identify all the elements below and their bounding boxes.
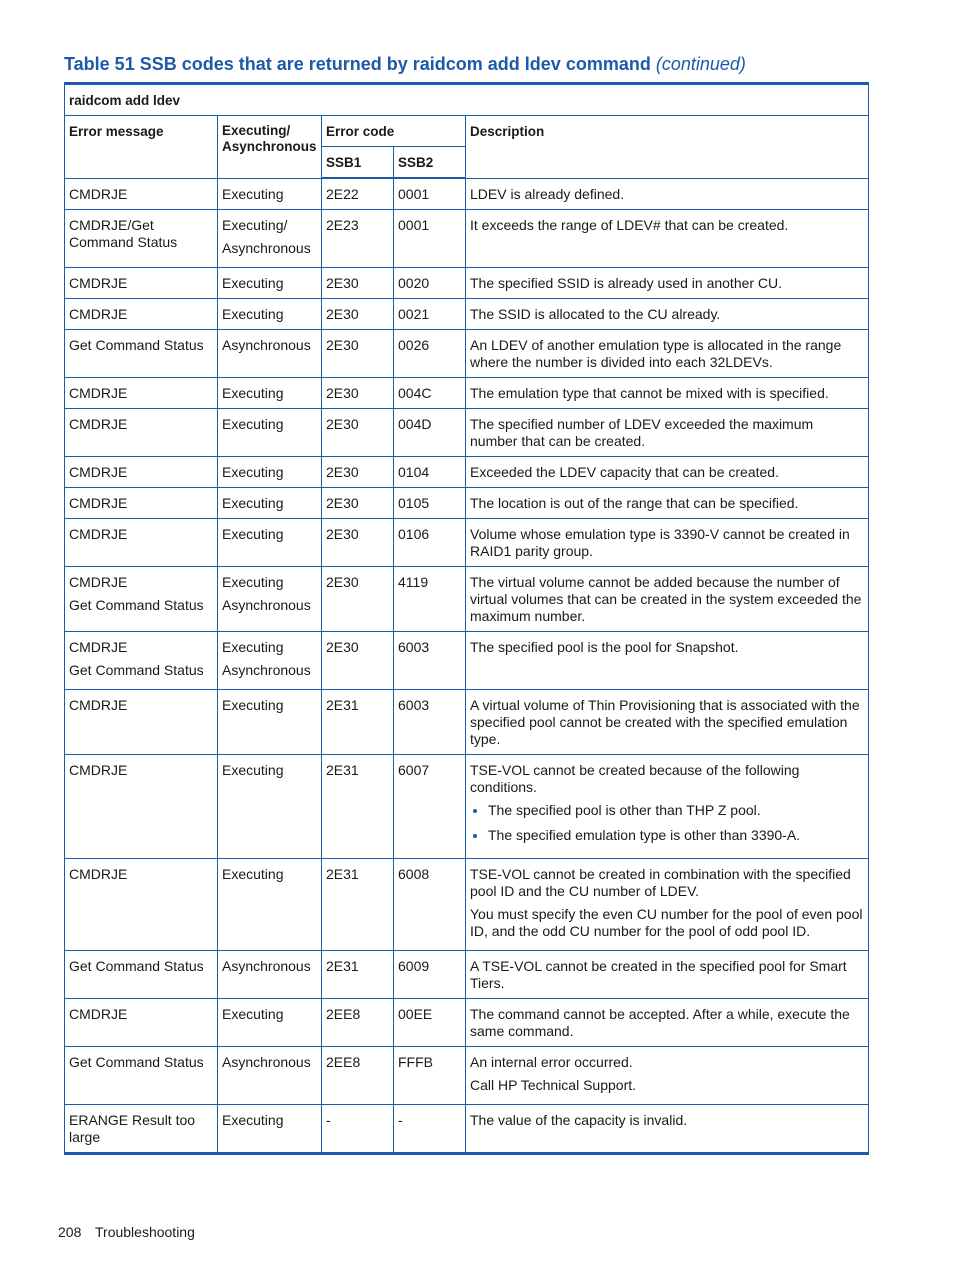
cell-executing xyxy=(218,999,322,1047)
cell-description xyxy=(466,488,869,519)
cell-ssb1: 2E30 xyxy=(322,409,394,457)
cell-ssb1: 2E30 xyxy=(322,299,394,330)
cell-description-line: You must specify the even CU number for the pool of even pool ID, and the odd CU number for the pool of odd pool ID. xyxy=(470,906,863,939)
command-header: raidcom add ldev xyxy=(65,84,869,116)
cell-executing-line: Executing xyxy=(222,639,284,655)
cell-error-message-line: CMDRJE xyxy=(69,416,128,432)
cell-ssb1: 2E30 xyxy=(322,330,394,378)
table-row xyxy=(65,268,869,299)
cell-error-message xyxy=(65,210,218,268)
cell-ssb1: 2E30 xyxy=(322,457,394,488)
cell-executing xyxy=(218,519,322,567)
bullet-list xyxy=(470,802,864,844)
cell-description xyxy=(466,519,869,567)
header-ssb2: SSB2 xyxy=(394,147,466,179)
cell-description-line: A TSE-VOL cannot be created in the specified pool for Smart Tiers. xyxy=(470,958,847,991)
cell-executing xyxy=(218,378,322,409)
cell-executing xyxy=(218,210,322,268)
cell-ssb2: 0001 xyxy=(394,178,466,210)
cell-ssb1: 2E22 xyxy=(322,178,394,210)
cell-description xyxy=(466,178,869,210)
cell-ssb1: 2E30 xyxy=(322,378,394,409)
cell-executing xyxy=(218,178,322,210)
table-row xyxy=(65,1105,869,1154)
table-row xyxy=(65,299,869,330)
cell-ssb2: 6009 xyxy=(394,951,466,999)
cell-executing xyxy=(218,951,322,999)
cell-ssb1: 2E31 xyxy=(322,755,394,859)
cell-error-message-line: CMDRJE xyxy=(69,185,128,202)
cell-error-message xyxy=(65,299,218,330)
cell-executing xyxy=(218,268,322,299)
cell-executing xyxy=(218,567,322,632)
cell-executing-line: Executing xyxy=(222,416,284,432)
cell-description-line: The command cannot be accepted. After a while, execute the same command. xyxy=(470,1006,850,1039)
cell-description xyxy=(466,268,869,299)
cell-executing-line: Asynchronous xyxy=(222,958,311,974)
table-row xyxy=(65,690,869,755)
table-row xyxy=(65,951,869,999)
table-row xyxy=(65,409,869,457)
cell-error-message-line: CMDRJE xyxy=(69,306,128,322)
cell-ssb1: 2E31 xyxy=(322,690,394,755)
cell-ssb2: FFFB xyxy=(394,1047,466,1105)
cell-error-message-line: CMDRJE xyxy=(69,275,128,291)
cell-ssb2: 0104 xyxy=(394,457,466,488)
cell-executing-line: Executing xyxy=(222,1112,284,1128)
cell-error-message xyxy=(65,268,218,299)
cell-ssb2: - xyxy=(394,1105,466,1154)
cell-error-message xyxy=(65,755,218,859)
cell-description xyxy=(466,632,869,690)
cell-ssb2: 0021 xyxy=(394,299,466,330)
cell-error-message xyxy=(65,519,218,567)
cell-description-line: The specified number of LDEV exceeded the maximum number that can be created. xyxy=(470,416,814,449)
cell-error-message-line: ERANGE Result too large xyxy=(69,1112,196,1145)
cell-error-message-line: CMDRJE xyxy=(69,464,128,480)
table-row xyxy=(65,210,869,268)
cell-executing-line: Executing xyxy=(222,185,284,202)
cell-executing-line: Executing xyxy=(222,1006,284,1022)
cell-ssb1: 2E30 xyxy=(322,632,394,690)
cell-description-line: The value of the capacity is invalid. xyxy=(470,1112,688,1128)
cell-ssb2: 004D xyxy=(394,409,466,457)
cell-description-line: TSE-VOL cannot be created in combination with the specified pool ID and the CU number of LDEV. xyxy=(470,866,851,899)
cell-description-line: A virtual volume of Thin Provisioning that is associated with the specified pool cannot be created with the specified emulation type. xyxy=(470,697,860,747)
cell-executing-line: Executing xyxy=(222,526,284,542)
cell-description xyxy=(466,409,869,457)
cell-executing xyxy=(218,457,322,488)
cell-error-message-line: CMDRJE xyxy=(69,526,128,542)
table-caption xyxy=(64,54,746,75)
cell-executing-line: Executing xyxy=(222,697,284,713)
table-row xyxy=(65,999,869,1047)
cell-description-line: The location is out of the range that can be specified. xyxy=(470,495,799,511)
cell-executing-line: Executing xyxy=(222,306,284,322)
cell-description-line: LDEV is already defined. xyxy=(470,185,625,202)
cell-error-message xyxy=(65,1047,218,1105)
table-row xyxy=(65,378,869,409)
table-row xyxy=(65,755,869,859)
cell-executing-line: Executing xyxy=(222,574,284,590)
cell-description xyxy=(466,378,869,409)
header-error-code: Error code xyxy=(322,116,466,147)
cell-description xyxy=(466,1047,869,1105)
cell-executing-line: Executing xyxy=(222,866,284,882)
cell-description-line: The specified SSID is already used in another CU. xyxy=(470,275,783,291)
cell-executing xyxy=(218,409,322,457)
cell-ssb2: 6003 xyxy=(394,690,466,755)
cell-executing xyxy=(218,632,322,690)
table-row xyxy=(65,488,869,519)
cell-description xyxy=(466,457,869,488)
cell-error-message-line: CMDRJE xyxy=(69,1006,128,1022)
cell-executing-line: Executing xyxy=(222,495,284,511)
header-description: Description xyxy=(466,116,869,179)
cell-executing-line: Executing xyxy=(222,275,284,291)
cell-description xyxy=(466,567,869,632)
cell-error-message xyxy=(65,178,218,210)
header-ssb1: SSB1 xyxy=(322,147,394,179)
cell-ssb2: 00EE xyxy=(394,999,466,1047)
caption-title: Table 51 SSB codes that are returned by raidcom add ldev command xyxy=(64,54,651,74)
cell-ssb1: - xyxy=(322,1105,394,1154)
cell-description xyxy=(466,690,869,755)
cell-error-message-line: Get Command Status xyxy=(69,337,204,353)
cell-error-message xyxy=(65,488,218,519)
cell-error-message-line: Get Command Status xyxy=(69,662,204,678)
cell-executing xyxy=(218,330,322,378)
cell-description-line: The specified pool is the pool for Snapshot. xyxy=(470,639,739,655)
cell-description-line: Exceeded the LDEV capacity that can be created. xyxy=(470,464,779,480)
cell-error-message-line: CMDRJE xyxy=(69,697,128,713)
cell-ssb1: 2EE8 xyxy=(322,999,394,1047)
ssb-codes-table xyxy=(64,82,869,1155)
cell-error-message-line: CMDRJE xyxy=(69,385,128,401)
cell-executing-line: Executing xyxy=(222,762,284,778)
header-error-message: Error message xyxy=(65,116,218,179)
cell-ssb2: 0026 xyxy=(394,330,466,378)
cell-description xyxy=(466,859,869,951)
cell-ssb2: 4119 xyxy=(394,567,466,632)
cell-error-message xyxy=(65,409,218,457)
cell-ssb2: 6008 xyxy=(394,859,466,951)
cell-error-message-line: CMDRJE xyxy=(69,866,128,882)
cell-error-message-line: Get Command Status xyxy=(69,1054,204,1070)
cell-executing-line: Executing/ xyxy=(222,217,288,233)
cell-executing xyxy=(218,690,322,755)
cell-ssb2: 0001 xyxy=(394,210,466,268)
cell-description xyxy=(466,755,869,859)
table-row xyxy=(65,1047,869,1105)
cell-description xyxy=(466,951,869,999)
cell-description xyxy=(466,330,869,378)
cell-description xyxy=(466,210,869,268)
cell-ssb1: 2E31 xyxy=(322,859,394,951)
page-number: 208 xyxy=(58,1224,82,1240)
cell-description-line: The virtual volume cannot be added because the number of virtual volumes that can be created in the system exceeded the maximum number. xyxy=(470,574,862,624)
table-row xyxy=(65,178,869,210)
table-row xyxy=(65,330,869,378)
table-row xyxy=(65,859,869,951)
cell-executing xyxy=(218,755,322,859)
cell-description-line: TSE-VOL cannot be created because of the following conditions. xyxy=(470,762,800,795)
cell-description-line: An internal error occurred. xyxy=(470,1054,633,1070)
cell-executing-line: Asynchronous xyxy=(222,337,311,353)
cell-error-message-line: Get Command Status xyxy=(69,958,204,974)
cell-error-message xyxy=(65,567,218,632)
table-row xyxy=(65,632,869,690)
cell-description-line: Volume whose emulation type is 3390-V cannot be created in RAID1 parity group. xyxy=(470,526,850,559)
cell-ssb2: 0105 xyxy=(394,488,466,519)
cell-ssb2: 004C xyxy=(394,378,466,409)
bullet-item: • The specified pool is other than THP Z pool. xyxy=(488,802,864,819)
table-row xyxy=(65,457,869,488)
cell-error-message xyxy=(65,378,218,409)
cell-executing xyxy=(218,299,322,330)
header-executing: Executing/ Asynchronous xyxy=(218,116,322,179)
cell-error-message xyxy=(65,951,218,999)
cell-description-line: Call HP Technical Support. xyxy=(470,1077,637,1093)
table-row xyxy=(65,567,869,632)
cell-error-message-line: CMDRJE xyxy=(69,574,128,590)
cell-ssb1: 2E30 xyxy=(322,567,394,632)
cell-ssb1: 2EE8 xyxy=(322,1047,394,1105)
bullet-item: • The specified emulation type is other than 3390-A. xyxy=(488,827,864,844)
cell-ssb1: 2E30 xyxy=(322,268,394,299)
cell-executing-line: Asynchronous xyxy=(222,1054,311,1070)
cell-error-message xyxy=(65,1105,218,1154)
cell-error-message xyxy=(65,859,218,951)
cell-error-message xyxy=(65,457,218,488)
cell-error-message xyxy=(65,632,218,690)
cell-executing xyxy=(218,1105,322,1154)
cell-ssb1: 2E31 xyxy=(322,951,394,999)
cell-description xyxy=(466,999,869,1047)
cell-description xyxy=(466,299,869,330)
cell-executing-line: Executing xyxy=(222,385,284,401)
cell-error-message xyxy=(65,330,218,378)
footer-section: Troubleshooting xyxy=(95,1224,195,1240)
cell-ssb2: 6003 xyxy=(394,632,466,690)
cell-executing-line: Asynchronous xyxy=(222,597,311,613)
cell-error-message xyxy=(65,690,218,755)
cell-description-line: The SSID is allocated to the CU already. xyxy=(470,306,721,322)
cell-executing-line: Asynchronous xyxy=(222,662,311,678)
cell-executing-line: Executing xyxy=(222,464,284,480)
cell-executing xyxy=(218,488,322,519)
cell-ssb1: 2E30 xyxy=(322,519,394,567)
cell-error-message-line: CMDRJE xyxy=(69,762,128,778)
cell-ssb2: 6007 xyxy=(394,755,466,859)
cell-executing xyxy=(218,859,322,951)
cell-error-message-line: Get Command Status xyxy=(69,597,204,613)
table-row xyxy=(65,519,869,567)
cell-error-message-line: CMDRJE xyxy=(69,495,128,511)
table-body xyxy=(65,178,869,1154)
cell-ssb2: 0106 xyxy=(394,519,466,567)
cell-error-message xyxy=(65,999,218,1047)
cell-error-message-line: CMDRJE/Get Command Status xyxy=(69,217,178,250)
cell-description-line: It exceeds the range of LDEV# that can be created. xyxy=(470,217,789,233)
cell-description-line: The emulation type that cannot be mixed with is specified. xyxy=(470,385,829,401)
cell-ssb1: 2E30 xyxy=(322,488,394,519)
caption-continued: (continued) xyxy=(655,54,746,74)
cell-executing-line: Asynchronous xyxy=(222,240,311,256)
cell-ssb2: 0020 xyxy=(394,268,466,299)
cell-error-message-line: CMDRJE xyxy=(69,639,128,655)
cell-description-line: An LDEV of another emulation type is allocated in the range where the number is divided into each 32LDEVs. xyxy=(470,337,842,370)
cell-executing xyxy=(218,1047,322,1105)
cell-ssb1: 2E23 xyxy=(322,210,394,268)
page-footer xyxy=(58,1224,195,1240)
cell-description xyxy=(466,1105,869,1154)
